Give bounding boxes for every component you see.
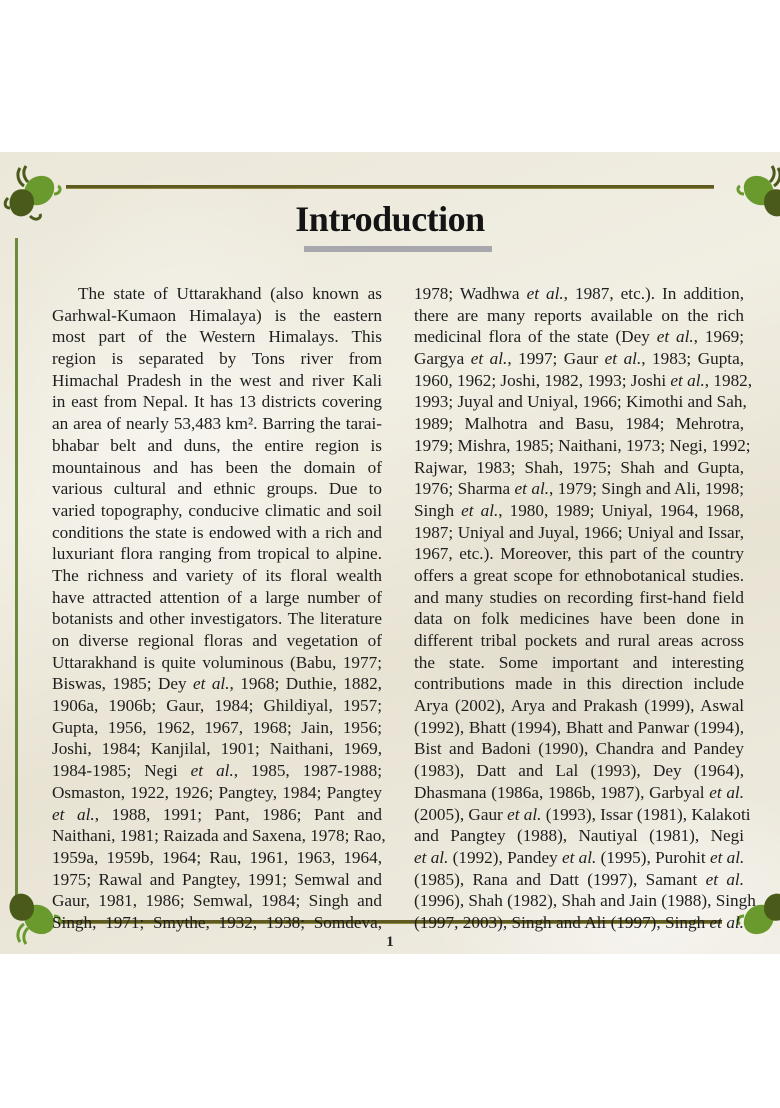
- text-line: Garhwal-Kumaon Himalaya) is the eastern: [52, 305, 382, 325]
- text-line: region is separated by Tons river from: [52, 349, 382, 369]
- text-line: Himachal Pradesh in the west and river Kali: [52, 370, 382, 390]
- text-line: et al. (1992), Pandey et al. (1995), Purohit et al.: [414, 847, 745, 867]
- text-line: Gaur, 1981, 1986; Semwal, 1984; Singh and: [52, 891, 382, 911]
- text-line: medicinal flora of the state (Dey et al., 1969;: [414, 327, 745, 347]
- text-line: Osmaston, 1922, 1926; Pangtey, 1984; Pangtey: [52, 782, 382, 802]
- text-line: Bist and Badoni (1990), Chandra and Pandey: [414, 739, 744, 759]
- text-line: most part of the Western Himalays. This: [52, 327, 382, 347]
- text-line: bhabar belt and duns, the entire region is: [52, 435, 382, 455]
- text-line: conditions the state is endowed with a rich and: [52, 522, 382, 542]
- text-line: 1993; Juyal and Uniyal, 1966; Kimothi and Sah,: [414, 392, 747, 412]
- text-line: the state. Some important and interesting: [414, 652, 744, 672]
- text-line: 1960, 1962; Joshi, 1982, 1993; Joshi et al., 1982,: [414, 370, 753, 390]
- text-line: (1983), Datt and Lal (1993), Dey (1964),: [414, 761, 744, 781]
- text-line: various cultural and ethnic groups. Due to: [52, 479, 382, 499]
- right-text-column: [414, 283, 756, 934]
- text-line: (2005), Gaur et al. (1993), Issar (1981), Kalakoti: [414, 804, 751, 824]
- text-line: have attracted attention of a large number of: [52, 587, 382, 607]
- text-line: offers a great scope for ethnobotanical studies.: [414, 565, 744, 585]
- text-line: 1987; Uniyal and Juyal, 1966; Uniyal and Issar,: [414, 522, 744, 542]
- text-line: 1979; Mishra, 1985; Naithani, 1973; Negi, 1992;: [414, 435, 751, 455]
- text-line: 1906a, 1906b; Gaur, 1984; Ghildiyal, 1957;: [52, 696, 382, 716]
- text-line: The richness and variety of its floral wealth: [52, 565, 382, 585]
- text-line: 1959a, 1959b, 1964; Rau, 1961, 1963, 1964,: [52, 847, 382, 867]
- text-line: et al., 1988, 1991; Pant, 1986; Pant and: [52, 804, 382, 824]
- text-line: Gupta, 1956, 1962, 1967, 1968; Jain, 1956;: [52, 717, 382, 737]
- text-line: (1997, 2003), Singh and Ali (1997), Singh et al.: [414, 912, 744, 932]
- text-line: Singh, 1971; Smythe, 1932, 1938; Somdeva,: [52, 912, 382, 932]
- text-line: Rajwar, 1983; Shah, 1975; Shah and Gupta,: [414, 457, 744, 477]
- text-line: there are many reports available on the rich: [414, 305, 744, 325]
- text-line: Biswas, 1985; Dey et al., 1968; Duthie, 1882,: [52, 674, 382, 694]
- text-line: Naithani, 1981; Raizada and Saxena, 1978; Rao,: [52, 826, 386, 846]
- text-line: and Pangtey (1988), Nautiyal (1981), Negi: [414, 826, 744, 846]
- text-line: Uttarakhand is quite voluminous (Babu, 1977;: [52, 652, 382, 672]
- text-line: contributions made in this direction include: [414, 674, 744, 694]
- text-line: Arya (2002), Arya and Prakash (1999), Aswal: [414, 696, 744, 716]
- title-underline: [304, 246, 492, 252]
- top-border-rule: [66, 185, 714, 188]
- text-line: (1985), Rana and Datt (1997), Samant et al.: [414, 869, 744, 889]
- text-line: mountainous and has been the domain of: [52, 457, 382, 477]
- text-line: Singh et al., 1980, 1989; Uniyal, 1964, 1968,: [414, 500, 744, 520]
- text-line: in east from Nepal. It has 13 districts covering: [52, 392, 382, 412]
- text-line: and many studies on recording first-hand field: [414, 587, 744, 607]
- left-border-rule: [15, 238, 18, 918]
- left-text-column: [52, 283, 386, 934]
- text-line: 1975; Rawal and Pangtey, 1991; Semwal and: [52, 869, 382, 889]
- text-line: 1967, etc.). Moreover, this part of the country: [414, 544, 744, 564]
- text-line: 1984-1985; Negi et al., 1985, 1987-1988;: [52, 761, 382, 781]
- text-line: Dhasmana (1986a, 1986b, 1987), Garbyal et al.: [414, 782, 744, 802]
- book-page: [0, 152, 780, 954]
- text-line: luxuriant flora ranging from tropical to alpine.: [52, 544, 382, 564]
- text-line: an area of nearly 53,483 km². Barring the tarai-: [52, 414, 382, 434]
- text-line: Gargya et al., 1997; Gaur et al., 1983; Gupta,: [414, 349, 744, 369]
- page-number: 1: [386, 934, 394, 950]
- text-line: different tribal pockets and rural areas across: [414, 631, 744, 650]
- text-line: on diverse regional floras and vegetation of: [52, 631, 382, 650]
- text-line: (1992), Bhatt (1994), Bhatt and Panwar (1994),: [414, 717, 744, 737]
- text-line: 1976; Sharma et al., 1979; Singh and Ali, 1998;: [414, 479, 744, 499]
- text-line: data on folk medicines have been done in: [414, 609, 744, 629]
- page-title: Introduction: [295, 199, 485, 239]
- text-line: Joshi, 1984; Kanjilal, 1901; Naithani, 1969,: [52, 739, 382, 759]
- text-line: varied topography, conducive climatic and soil: [52, 500, 382, 520]
- text-line: The state of Uttarakhand (also known as: [78, 284, 382, 303]
- text-line: (1996), Shah (1982), Shah and Jain (1988), Singh: [414, 891, 756, 911]
- text-line: 1989; Malhotra and Basu, 1984; Mehrotra,: [414, 414, 744, 434]
- text-line: 1978; Wadhwa et al., 1987, etc.). In addition,: [414, 284, 744, 303]
- text-line: botanists and other investigators. The literature: [52, 609, 382, 629]
